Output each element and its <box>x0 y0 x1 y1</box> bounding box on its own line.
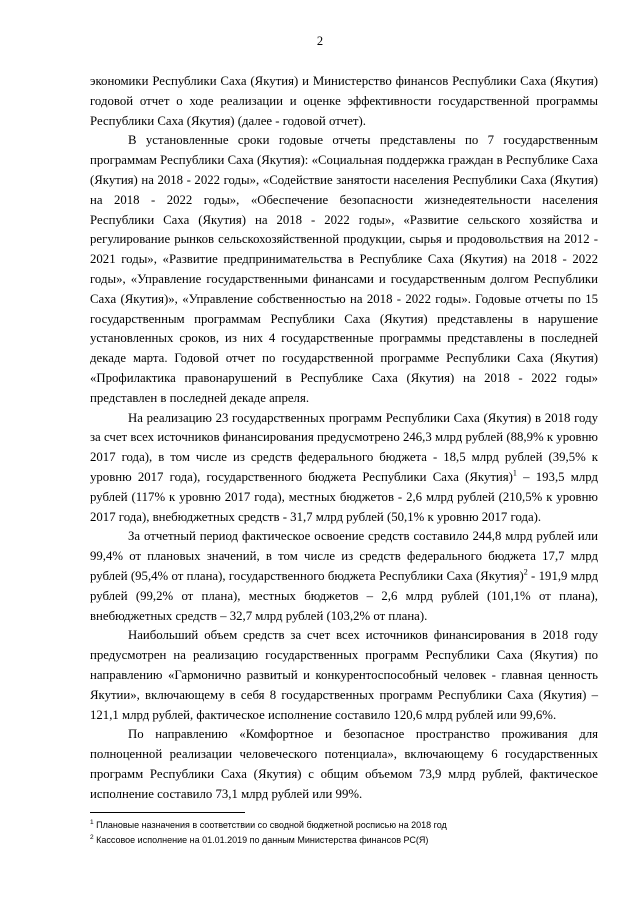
paragraph-continuation: экономики Республики Саха (Якутия) и Министерство финансов Республики Саха (Якутия) годовой отчет о ходе реализации и оценке эффективности государственной программы Республики Саха (Якутия) (далее - годовой отчет). <box>90 74 598 128</box>
paragraph-planned-funding <box>90 409 598 528</box>
paragraph-actual-spending <box>90 527 598 626</box>
footnote-2-text: Кассовое исполнение на 01.01.2019 по данным Министерства финансов РС(Я) <box>93 834 429 845</box>
footnote-1 <box>90 818 598 833</box>
paragraph-human-direction: Наибольший объем средств за счет всех источников финансирования в 2018 году предусмотрен на реализацию государственных программ Республики Саха (Якутия) по направлению «Гармонично развитый и конкурентоспособный человек - главная ценность Якутии», включающему в себя 8 государственных программ Республики Саха (Якутия) – 121,1 млрд рублей, фактическое исполнение составило 120,6 млрд рублей или 99,6%. <box>90 628 598 722</box>
footnotes <box>90 818 598 847</box>
footnote-ref-1: 1 <box>512 468 517 478</box>
footnote-ref-2: 2 <box>523 567 528 577</box>
paragraph-living-space-direction: По направлению «Комфортное и безопасное пространство проживания для полноценной реализации человеческого потенциала», включающему 6 государственных программ Республики Саха (Якутия) с общим объемом 73,9 млрд рублей, фактическое исполнение составило 73,1 млрд рублей или 99%. <box>90 727 598 801</box>
page-number: 2 <box>316 34 324 48</box>
footnote-1-mark: 1 <box>90 819 94 826</box>
footnote-separator <box>90 812 245 813</box>
body-text <box>90 72 598 804</box>
paragraph-annual-reports: В установленные сроки годовые отчеты представлены по 7 государственным программам Республики Саха (Якутия): «Социальная поддержка граждан в Республике Саха (Якутия) на 2018 - 2022 годы», «Содействие занятости населения Республики Саха (Якутия) на 2018 - 2022 годы», «Обеспечение безопасности жизнедеятельности населения Республики Саха (Якутия) на 2018 - 2022 годы», «Развитие сельского хозяйства и регулирование рынков сельскохозяйственной продукции, сырья и продовольствия на 2012 - 2021 годы», «Развитие предпринимательства в Республике Саха (Якутия) на 2018 - 2022 годы», «Управление государственными финансами и государственным долгом Республики Саха (Якутия)», «Управление собственностью на 2018 - 2022 годы». Годовые отчеты по 15 государственным программам Республики Саха (Якутия) представлены в нарушение установленных сроков, из них 4 государственные программы представлены в последней декаде марта. Годовой отчет по государственной программе Республики Саха (Якутия) «Профилактика правонарушений в Республике Саха (Якутия) на 2018 - 2022 годы» представлен в последней декаде апреля. <box>90 133 598 405</box>
paragraph-actual-spending-text-end: - 191,9 млрд рублей (99,2% от плана), местных бюджетов – 2,6 млрд рублей (101,1% от плана), внебюджетных средств – 32,7 млрд рублей (103,2% от плана). <box>90 568 598 623</box>
footnote-2-mark: 2 <box>90 833 94 841</box>
paragraph-planned-funding-text-start: На реализацию 23 государственных программ Республики Саха (Якутия) в 2018 году за счет всех источников финансирования предусмотрено 246,3 млрд рублей (88,9% к уровню 2017 года), в том числе из средств федерального бюджета - 18,5 млрд рублей (39,5% к уровню 2017 года), государственного бюджета Республики Саха (Якутия) <box>90 410 598 484</box>
paragraph-planned-funding-text-end: – 193,5 млрд рублей (117% к уровню 2017 года), местных бюджетов - 2,6 млрд рублей (210,5% к уровню 2017 года), внебюджетных средств - 31,7 млрд рублей (50,1% к уровню 2017 года). <box>90 469 598 524</box>
footnote-2 <box>90 833 598 848</box>
paragraph-actual-spending-text-start: За отчетный период фактическое освоение средств составило 244,8 млрд рублей или 99,4% от плановых значений, в том числе из средств федерального бюджета 17,7 млрд рублей (95,4% от плана), государственного бюджета Республики Саха (Якутия) <box>90 529 598 583</box>
footnote-1-text: Плановые назначения в соответствии со сводной бюджетной росписью на 2018 год <box>93 820 447 830</box>
